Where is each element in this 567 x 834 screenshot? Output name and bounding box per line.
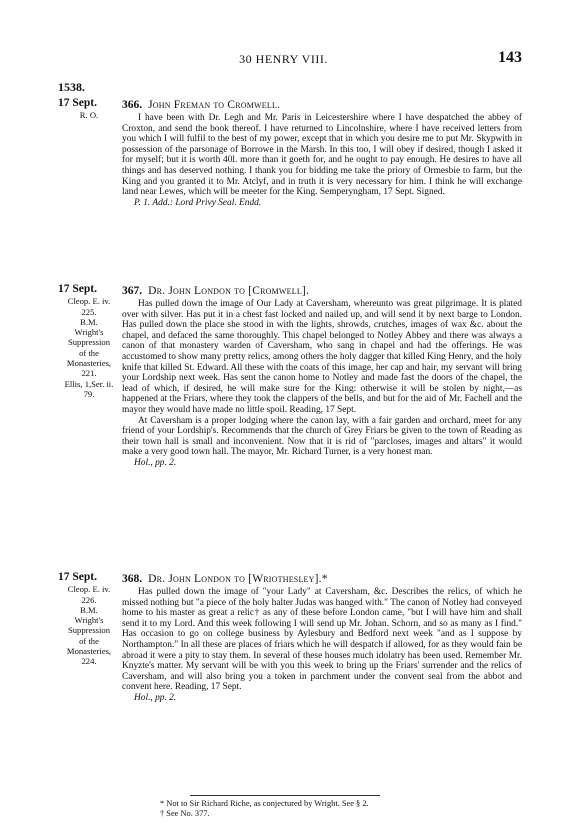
margin-ref: Monasteries, (66, 646, 112, 657)
running-title: 30 HENRY VIII. (239, 52, 328, 66)
margin-ref: Ellis, 1,Ser. ii. (64, 378, 114, 389)
entry-number: 366. (122, 99, 143, 111)
margin-ref: Cleop. E. iv. (67, 584, 111, 595)
margin-ref: Wright's (74, 615, 104, 626)
margin-ref: 224. (81, 656, 97, 667)
entry-paragraph: Has pulled down the image of "your Lady" at Caversham, &c. Describes the relics, of which he missed nothing but "a piece of the holy halter Judas was hanged with." The canon of Notley had conveyed home to his master as great a relic† as any of these before London came, "but I will have him and shall send it to my Lord. And this week following I will send up Mr. Johan. Schorn, and so as many as I find." Has occasion to go on college business by Aylesbury and Bedford next week "and as I suppose by Northampton." In all these are places of friars which he will despatch if allowed, for as they would fain be abroad it were a pity to stay them. In several of these houses much idolatry has been used. Remember Mr. Knyzte's matter. My servant will be with you this week to bring up the Friars' surrender and the relics of Caversham, and will also bring you a token in parchment under the convent seal from the abbot and convent here. Reading, 17 Sept. (122, 587, 522, 693)
margin-ref: Cleop. E. iv. (67, 296, 111, 307)
entry-date: 17 Sept. (58, 283, 97, 295)
margin-ref: Monasteries, (66, 358, 112, 369)
entry-margin (58, 572, 120, 667)
entry-paragraph: At Caversham is a proper lodging where the canon lay, with a fair garden and orchard, meet for any friend of your Lordship's. Recommends that the church of Grey Friars be given to the town of Reading as their town hall is small and inconvenient. Now that it is rid of "parcloses, images and altars" it would make a very good town hall. The mayor, Mr. Richard Turner, is a very honest man. (122, 415, 522, 458)
margin-ref: of the (79, 635, 99, 646)
margin-ref: 79. (83, 388, 95, 399)
margin-ref: R. O. (79, 110, 99, 121)
page-header (0, 49, 567, 72)
margin-ref: of the (79, 347, 99, 358)
entry-number: 368. (122, 573, 143, 585)
entry-note: Hol., pp. 2. (134, 692, 177, 703)
margin-ref: 225. (81, 306, 97, 317)
entry-title (122, 572, 522, 587)
entry-margin (58, 98, 120, 121)
entry-body (122, 98, 522, 209)
entry-date: 17 Sept. (58, 571, 97, 583)
entry-paragraph: I have been with Dr. Legh and Mr. Paris in Leicestershire where I have despatched the abbey of Croxton, and send the book thereof. I have returned to Lincolnshire, where I have received letters from you which I will fulfil to the best of my power, except that in which you desire me to put Mr. Skypwith in possession of the parsonage of Borrowe in the Marsh. In this too, I will obey if desired, though I asked it for myself; but it is worth 40l. more than it goeth for, and he ought to pay enough. He desires to have all things and has deserved nothing. I thank you for bidding me take the priory of Ormesbie to farm, but the King and you granted it to Mr. Atclyf, and in truth it is very necessary for him. I think he will exchange land near Lewes, which will be meeter for the King. Semperyngham, 17 Sept. Signed. (122, 113, 522, 198)
margin-ref: B.M. (80, 604, 98, 615)
entry-heading: John Freman to Cromwell. (148, 99, 281, 111)
entry-heading: Dr. John London to [Wriothesley].* (148, 573, 328, 585)
margin-ref: 226. (81, 594, 97, 605)
entry-title (122, 98, 522, 113)
margin-ref: 221. (81, 368, 97, 379)
entry-margin (58, 284, 120, 399)
entry-body (122, 284, 522, 469)
margin-ref: B.M. (80, 316, 98, 327)
page-number: 143 (498, 49, 522, 66)
entry-date: 17 Sept. (58, 97, 97, 109)
footnote-rule (190, 795, 380, 796)
entry-body (122, 572, 522, 704)
entry-title (122, 284, 522, 299)
entry-heading: Dr. John London to [Cromwell]. (148, 285, 310, 297)
footnotes (160, 799, 520, 819)
year-heading: 1538. (58, 80, 85, 94)
entry-note: Hol., pp. 2. (134, 457, 177, 468)
margin-ref: Suppression (67, 625, 111, 636)
entry-number: 367. (122, 285, 143, 297)
entry-note: P. 1. Add.: Lord Privy Seal. Endd. (134, 197, 262, 208)
entry-paragraph: Has pulled down the image of Our Lady at Caversham, whereunto was great pilgrimage. It is plated over with silver. Has put it in a chest fast locked and nailed up, and will send it by next barge to London. Has pulled down the place she stood in with the lights, shrowds, crutches, images of wax &c. about the chapel, and defaced the same thoroughly. This chapel belonged to Notley Abbey and there was always a canon of that monastery warden of Caversham, who sang in chapel and had the offerings. He was accustomed to show many pretty relics, among others the holy dagger that killed King Henry, and the holy knife that killed St. Edward. All these with the coats of this image, her cap and hair, my servant will bring your Lordship next week. Has sent the canon home to Notley and made fast the doors of the chapel, the lead of which, if desired, he will make sure for the King: otherwise it will be stolen by night,—as happened at the Friars, where they took the clappers of the bells, and but for the aid of Mr. Fachell and the mayor they would have made no little spoil. Reading, 17 Sept. (122, 299, 522, 415)
margin-ref: Suppression (67, 337, 111, 348)
footnote: † See No. 377. (160, 809, 210, 818)
margin-ref: Wright's (74, 327, 104, 338)
footnote: * Not to Sir Richard Riche, as conjectured by Wright. See § 2. (160, 799, 369, 808)
